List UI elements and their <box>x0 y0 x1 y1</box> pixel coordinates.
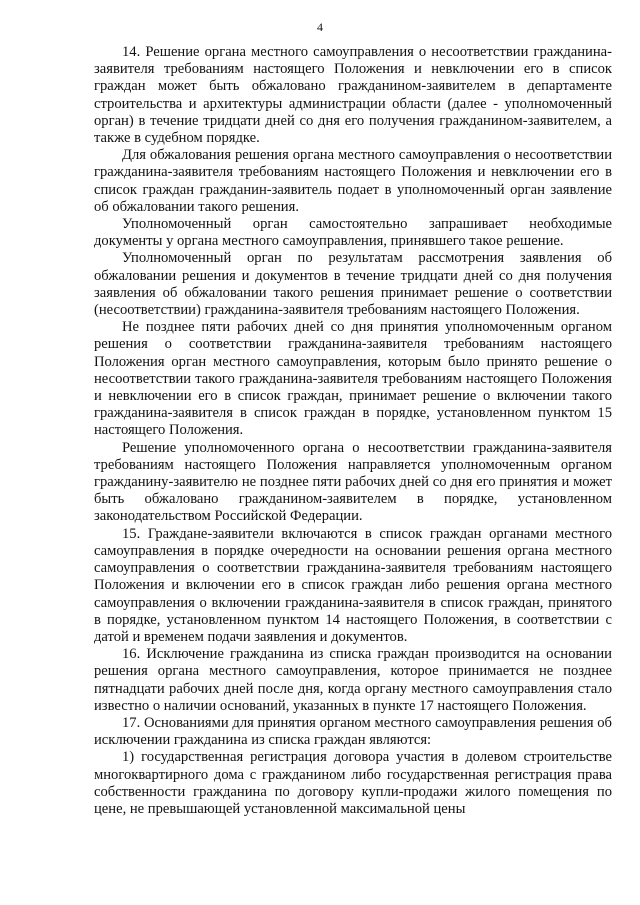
paragraph-documents-request: Уполномоченный орган самостоятельно запрашивает необходимые документы у органа местного самоуправления, принявшего такое решение. <box>94 216 612 250</box>
paragraph-review-decision: Уполномоченный орган по результатам рассмотрения заявления об обжаловании решения и документов в течение тридцати дней со дня получения заявления об обжаловании такого решения принимает решение о соответствии (несоответствии) гражданина-заявителя требованиям настоящего Положения. <box>94 250 612 319</box>
paragraph-17-grounds: 17. Основаниями для принятия органом местного самоуправления решения об исключении гражданина из списка граждан являются: <box>94 714 612 749</box>
paragraph-17-item-1: 1) государственная регистрация договора участия в долевом строительстве многоквартирного дома с гражданином либо государственная регистрация права собственности гражданина по договору купли-продажи жилого помещения по цене, не превышающей установленной максимальной цены <box>94 749 612 817</box>
paragraph-appeal-filing: Для обжалования решения органа местного самоуправления о несоответствии гражданина-заявителя требованиям настоящего Положения и невключении его в список граждан гражданин-заявитель подает в уполномоченный орган заявление об обжаловании такого решения. <box>94 147 612 215</box>
paragraph-14-appeal-right: 14. Решение органа местного самоуправления о несоответствии гражданина-заявителя требованиям настоящего Положения и невключении его в список граждан может быть обжаловано гражданином-заявителем в департаменте строительства и архитектуры администрации области (далее - уполномоченный орган) в течение тридцати дней со дня его получения гражданином-заявителем, а также в судебном порядке. <box>94 44 612 147</box>
paragraph-inclusion-after-appeal: Не позднее пяти рабочих дней со дня принятия уполномоченным органом решения о соответствии гражданина-заявителя требованиям настоящего Положения орган местного самоуправления, которым было принято решение о несоответствии такого гражданина-заявителя требованиям настоящего Положения и невключении его в список граждан, принимает решение о включении такого гражданина-заявителя в список граждан в порядке, установленном пунктом 15 настоящего Положения. <box>94 319 612 439</box>
paragraph-nonconformity-notice: Решение уполномоченного органа о несоответствии гражданина-заявителя требованиям настоящего Положения направляется уполномоченным органом гражданину-заявителю не позднее пяти рабочих дней со дня его принятия и может быть обжаловано гражданином-заявителем в порядке, установленном законодательством Российской Федерации. <box>94 439 612 525</box>
document-body <box>94 44 612 818</box>
paragraph-16-exclusion: 16. Исключение гражданина из списка граждан производится на основании решения органа местного самоуправления, которое принимается не позднее пятнадцати рабочих дней после дня, когда органу местного самоуправления стало известно о наличии оснований, указанных в пункте 17 настоящего Положения. <box>94 646 612 714</box>
page-number: 4 <box>317 20 323 34</box>
paragraph-15-inclusion-order: 15. Граждане-заявители включаются в список граждан органами местного самоуправления в порядке очередности на основании решения органа местного самоуправления о соответствии гражданина-заявителя требованиям настоящего Положения и включении его в список граждан либо решения органа местного самоуправления о включении гражданина-заявителя в список граждан, принятого в порядке, установленном пунктом 14 настоящего Положения, в соответствии с датой и временем подачи заявления и документов. <box>94 525 612 645</box>
